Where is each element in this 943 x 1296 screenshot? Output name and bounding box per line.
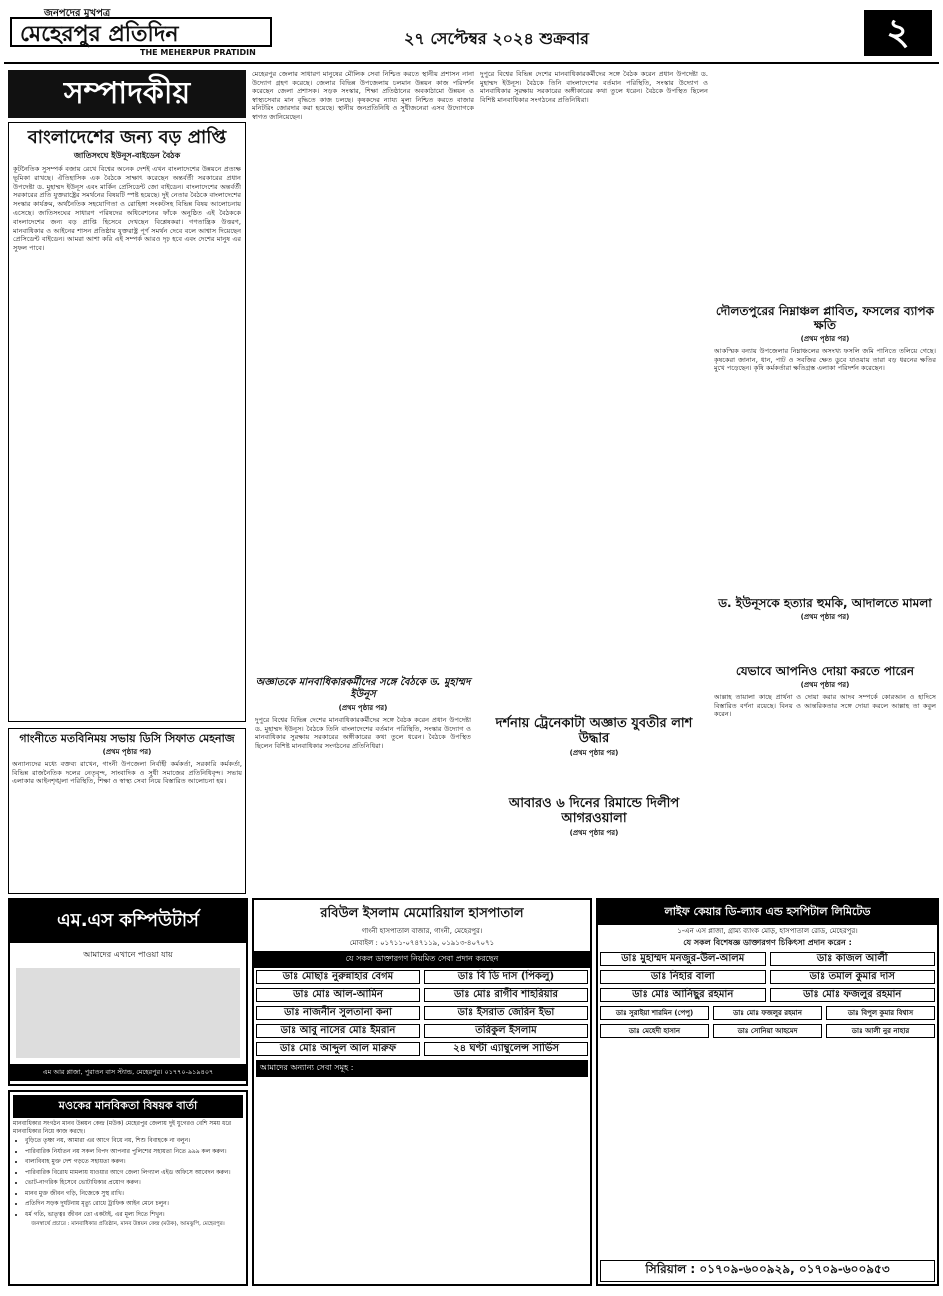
article-dua-body: আল্লাহ তায়ালা কাছে প্রার্থনা ও দোয়া করার আদব সম্পর্কে কোরআন ও হাদিসে বিস্তারিত বর্ণনা রয়েছে। বিনয় ও আন্তরিকতার সঙ্গে দোয়া করলে আল্লাহ তা কবুল করেন। [714,693,936,719]
doctor-card: ডাঃ কাজল আলী [770,952,936,966]
article-darshana [480,716,708,761]
article-dua-sub: (প্রথম পৃষ্ঠার পর) [800,681,850,689]
newspaper-title: মেহেরপুর প্রতিদিন [10,17,272,47]
ad-ms-image [16,968,240,1058]
doctor-card: ডাঃ মেহেদী হাসান [600,1024,709,1038]
ambulance-service: ২৪ ঘণ্টা এ্যাম্বুলেন্স সার্ভিস [424,1042,588,1056]
masthead-tagline: জনপদের মুখপত্র [44,8,111,19]
col2-body: মেহেরপুর জেলার সাধারণ মানুষের মৌলিক সেবা নিশ্চিত করতে স্থানীয় প্রশাসন নানা উদ্যোগ গ্রহণ করেছে। জেলার বিভিন্ন উপজেলায় চলমান উন্নয়ন কাজ পরিদর্শন করেছেন জেলা প্রশাসক। সড়ক সংস্কার, শিক্ষা প্রতিষ্ঠানের অবকাঠামো উন্নয়ন ও স্বাস্থ্যসেবার মান বৃদ্ধিতে কাজ চলছে। কৃষকদের ন্যায্য মূল্য নিশ্চিত করতে বাজার মনিটরিং জোরদার করা হয়েছে। স্থানীয় জনপ্রতিনিধি ও সুধীজনেরা এসব উদ্যোগকে স্বাগত জানিয়েছেন। [252,70,474,121]
article-flood-headline: দৌলতপুরের নিম্নাঞ্চল প্লাবিত, ফসলের ব্যাপক ক্ষতি [715,304,935,332]
article-gangni-sub: (প্রথম পৃষ্ঠার পর) [102,748,152,756]
doctor-card: ডাঃ আলী নুর নাহার [826,1024,935,1038]
ad-life-doctors-small [598,1004,937,1040]
doctor-card: ডাঃ বিপুল কুমার বিশ্বাস [826,1006,935,1020]
list-item: • ভোট-নাগরিক হিসেবে ভোটাধিকার প্রয়োগ করুন। [25,1179,243,1187]
doctor-card: ডাঃ মোঃ আব্দুল আল মারুফ [256,1042,420,1056]
ad-life-serial: সিরিয়াল : ০১৭০৯-৬০০৯২৯, ০১৭০৯-৬০০৯৫৩ [600,1260,935,1282]
doctor-card: ডাঃ বি ডি দাস (পিকলু) [424,970,588,984]
doctor-card: ডাঃ মোঃ রাগীব শাহরিয়ার [424,988,588,1002]
doctor-card: ডাঃ মোঃ আল-আমিন [256,988,420,1002]
article-human-rights [252,674,474,888]
ad-life-care [596,898,939,1286]
ad-robiul-title: রবিউল ইসলাম মেমোরিয়াল হাসপাতাল [320,906,524,921]
list-item: • বাল্যবিবাহ মুক্ত দেশ গড়তে সহায়তা করুন। [25,1158,243,1166]
list-item: • মানব মুক্ত জীবন গড়ি, নিজেকে সুস্থ রাখি। [25,1190,243,1198]
ad-mouk-intro: মানবাধিকার সংগঠন মানব উন্নয়ন কেন্দ্র (মউক) মেহেরপুর জেলায় দুই যুগেরও বেশি সময় ধরে মানবাধিকার নিয়ে কাজ করছে। [13,1120,232,1135]
article-darshana-sub: (প্রথম পৃষ্ঠার পর) [569,749,619,757]
ad-robiul-hospital [252,898,592,1286]
ad-life-doctors [598,950,937,1004]
ad-mouk-list [13,1137,243,1218]
doctor-card: ডাঃ তমাল কুমার দাস [770,970,936,984]
article-flood-sub: (প্রথম পৃষ্ঠার পর) [800,335,850,343]
article-dua-headline: যেভাবে আপনিও দোয়া করতে পারেন [735,664,915,678]
ad-robiul-phone: মোবাইল : ০১৭১১-০৭৪৭১১৯, ০১৯১৩-৪০৭০৭১ [349,939,495,947]
ad-robiul-services: যে সকল ডাক্তারগণ নিয়মিত সেবা প্রদান করছেন [254,951,590,968]
doctor-card: তরিকুল ইসলাম [424,1024,588,1038]
doctor-card: ডাঃ সোনিয়া আহমেদ [713,1024,822,1038]
ad-ms-computers [8,898,248,1086]
list-item: • বুড়িতে তৃষ্ণা নয়, আমারা এর আগে বিয়ে নয়, শিশু বিবাহকে না বলুন। [25,1137,243,1145]
article-dua [714,664,936,873]
ad-ms-sub: আমাদের এখানে পাওয়া যায় [83,950,173,959]
article-remand-headline: আবারও ৬ দিনের রিমান্ডে দিলীপ আগরওয়ালা [508,796,680,826]
ad-life-title: লাইফ কেয়ার ডি-ল্যাব এন্ড হসপিটাল লিমিটেড [598,900,937,925]
article-threat-sub: (প্রথম পৃষ্ঠার পর) [800,613,850,621]
list-item: • ধর্ম গতি, ভাতৃত্বঃ জীবন তো একটাই, এর মূল্য দিতে শিখুন। [25,1211,243,1219]
article-flood-body: আকস্মিক বন্যায় উপজেলার নিম্নাঞ্চলের অসংখ্য ফসলি জমি পানিতে তলিয়ে গেছে। কৃষকেরা জানান, ধান, পাট ও সবজির ক্ষেত ডুবে যাওয়ায় তারা বড় ধরনের ক্ষতির মুখে পড়েছেন। কৃষি কর্মকর্তারা ক্ষতিগ্রস্ত এলাকা পরিদর্শন করেছেন। [714,347,936,373]
editorial-banner: সম্পাদকীয় [8,70,246,118]
article-flood [714,304,936,587]
article-gangni-body: অন্যান্যদের মধ্যে বক্তব্য রাখেন, গাংনী উপজেলা নির্বাহী কর্মকর্তা, সরকারি কর্মকর্তা, বিভিন্ন রাজনৈতিক দলের নেতৃবৃন্দ, সাংবাদিক ও সুধী সমাজের প্রতিনিধিবৃন্দ। সভায় এলাকার আইনশৃঙ্খলা পরিস্থিতি, শিক্ষা ও স্বাস্থ্য সেবা নিয়ে বিস্তারিত আলোচনা হয়। [12,760,242,786]
ad-ms-footer: এম আর প্লাজা, পুরাতন বাস স্ট্যান্ড, মেহেরপুর। ০১৭৭০-৯১৯৪০৭ [10,1064,246,1081]
masthead [4,4,939,64]
editorial-body: কূটনৈতিক সুসম্পর্ক বজায় রেখে বিশ্বের অনেক দেশই এখন বাংলাদেশের উন্নয়নে প্রত্যক্ষ ভূমিকা রাখছে। ঐতিহাসিক এক বৈঠকে সাক্ষাৎ করেছেন অন্তর্বর্তী সরকারের প্রধান উপদেষ্টা ড. মুহাম্মদ ইউনূস এবং মার্কিন প্রেসিডেন্ট জো বাইডেন। বাংলাদেশের অন্তর্বর্তী সরকারের প্রতি যুক্তরাষ্ট্রের সমর্থনের বিষয়টি স্পষ্ট হয়েছে। দুই নেতার বৈঠকে বাংলাদেশের সংস্কার কার্যক্রম, অর্থনৈতিক সহযোগিতা ও রোহিঙ্গা সংকটসহ বিভিন্ন বিষয় আলোচনায় এসেছে। জাতিসংঘের সাধারণ পরিষদের অধিবেশনের ফাঁকে অনুষ্ঠিত এই বৈঠককে বাংলাদেশের জন্য বড় প্রাপ্তি হিসেবে দেখছেন বিশ্লেষকরা। গণতান্ত্রিক উত্তরণ, মানবাধিকার ও আইনের শাসন প্রতিষ্ঠায় যুক্তরাষ্ট্র পূর্ণ সমর্থন দেবে বলে আশ্বাস দিয়েছেন প্রেসিডেন্ট বাইডেন। আমরা আশা করি এই সম্পর্ক আরও দৃঢ় হবে এবং দেশের মানুষ এর সুফল পাবে। [13,165,241,253]
article-darshana-headline: দর্শনায় ট্রেনেকাটা অজ্ঞাত যুবতীর লাশ উদ্ধার [495,716,693,746]
doctor-card: ডাঃ মোঃ ফজলুর রহমান [713,1006,822,1020]
doctor-card: ডাঃ আবু নাসের মোঃ ইমরান [256,1024,420,1038]
doctor-card: ডাঃ নাজনীন সুলতানা কনা [256,1006,420,1020]
list-item: • প্রতিদিন সড়ক দুর্ঘটনায় মৃত্যু রোধে ট্রাফিক আইন মেনে চলুন। [25,1200,243,1208]
newspaper-title-english: THE MEHERPUR PRATIDIN [140,48,256,57]
ad-life-services: যে সকল বিশেষজ্ঞ ডাক্তারগণ চিকিৎসা প্রদান করেন : [683,938,852,947]
editorial-subhead: জাতিসংঘে ইউনূস-বাইডেন বৈঠক [73,151,181,160]
ad-mouk-title: মওকের মানবিকতা বিষয়ক বার্তা [13,1095,243,1118]
doctor-card: ডাঃ মুহাম্মদ মনজুর-উল-আলম [600,952,766,966]
doctor-card: ডাঃ নিহার বালা [600,970,766,984]
newspaper-page [4,4,939,1288]
doctor-card: ডাঃ মোঃ ফজলুর রহমান [770,988,936,1002]
col3-body: দুপুরে বিশ্বের বিভিন্ন দেশের মানবাধিকারকর্মীদের সঙ্গে বৈঠক করেন প্রধান উপদেষ্টা ড. মুহাম্মদ ইউনূস। বৈঠকে তিনি বাংলাদেশের বর্তমান পরিস্থিতি, সংস্কার উদ্যোগ ও মানবাধিকার সুরক্ষায় সরকারের অঙ্গীকারের কথা তুলে ধরেন। বৈঠকে উপস্থিত ছিলেন বিশিষ্ট মানবাধিকার সংগঠনের প্রতিনিধিরা। [480,70,708,104]
ad-mouk-footer: জনস্বার্থে প্রচারে : মানবাধিকার প্রতিষ্ঠান, মানব উন্নয়ন কেন্দ্র (মউক), আমঝুপি, মেহেরপুর। [31,1221,225,1227]
article-human-rights-sub: (প্রথম পৃষ্ঠার পর) [338,704,388,712]
doctor-card: ডাঃ সুরাইয়া শারমিন (পেপু) [600,1006,709,1020]
article-threat [714,596,936,625]
doctor-card: ডাঃ মোছাঃ নুরুন্নাহার বেগম [256,970,420,984]
ad-robiul-address: গাংনী হাসপাতাল বাজার, গাংনী, মেহেরপুর। [361,927,483,935]
editorial-headline: বাংলাদেশের জন্য বড় প্রাপ্তি [27,127,227,148]
ad-ms-title: এম.এস কম্পিউটার্স [10,900,246,943]
ad-robiul-doctors [254,968,590,1058]
doctor-card: ডাঃ ইসরাত জেরিন ইভা [424,1006,588,1020]
article-human-rights-body: দুপুরে বিশ্বের বিভিন্ন দেশের মানবাধিকারকর্মীদের সঙ্গে বৈঠক করেন প্রধান উপদেষ্টা ড. মুহাম্মদ ইউনূস। বৈঠকে তিনি বাংলাদেশের বর্তমান পরিস্থিতি, সংস্কার উদ্যোগ ও মানবাধিকার সুরক্ষায় সরকারের অঙ্গীকারের কথা তুলে ধরেন। বৈঠকে উপস্থিত ছিলেন বিশিষ্ট মানবাধিকার সংগঠনের প্রতিনিধিরা। [255,716,471,750]
editorial-box [8,122,246,722]
ad-life-address: ১-এন এস প্লাজা, গ্রাম্য ব্যাংক মোড়, হাসপাতাল রোড, মেহেরপুর। [677,927,858,935]
doctor-card: ডাঃ মোঃ আনিছুর রহমান [600,988,766,1002]
page-number: ২ [864,10,932,56]
article-gangni [8,728,246,894]
list-item: • পারিবারিক নির্যাতন নয় সকল বিপদ আপনার পুলিশের সহায়তা নিতে ৯৯৯ কল করুন। [25,1148,243,1156]
ad-robiul-other: আমাদের অন্যান্য সেবা সমূহ : [256,1060,588,1077]
article-remand [480,796,708,841]
article-gangni-headline: গাংনীতে মতবিনিময় সভায় ডিসি সিফাত মেহনাজ [19,732,235,745]
article-human-rights-headline: অজ্ঞাতকে মানবাধিকারকর্মীদের সঙ্গে বৈঠকে ড. মুহাম্মদ ইউনূস [255,677,471,700]
ad-mouk [8,1090,248,1286]
issue-date: ২৭ সেপ্টেম্বর ২০২৪ শুক্রবার [404,29,589,48]
article-remand-sub: (প্রথম পৃষ্ঠার পর) [569,829,619,837]
article-threat-headline: ড. ইউনূসকে হত্যার হুমকি, আদালতে মামলা [718,596,932,610]
list-item: • পারিবারিক বিরোধ মামলায় যাওয়ার আগে জেলা লিগ্যাল এইড অফিসে আবেদন করুন। [25,1169,243,1177]
